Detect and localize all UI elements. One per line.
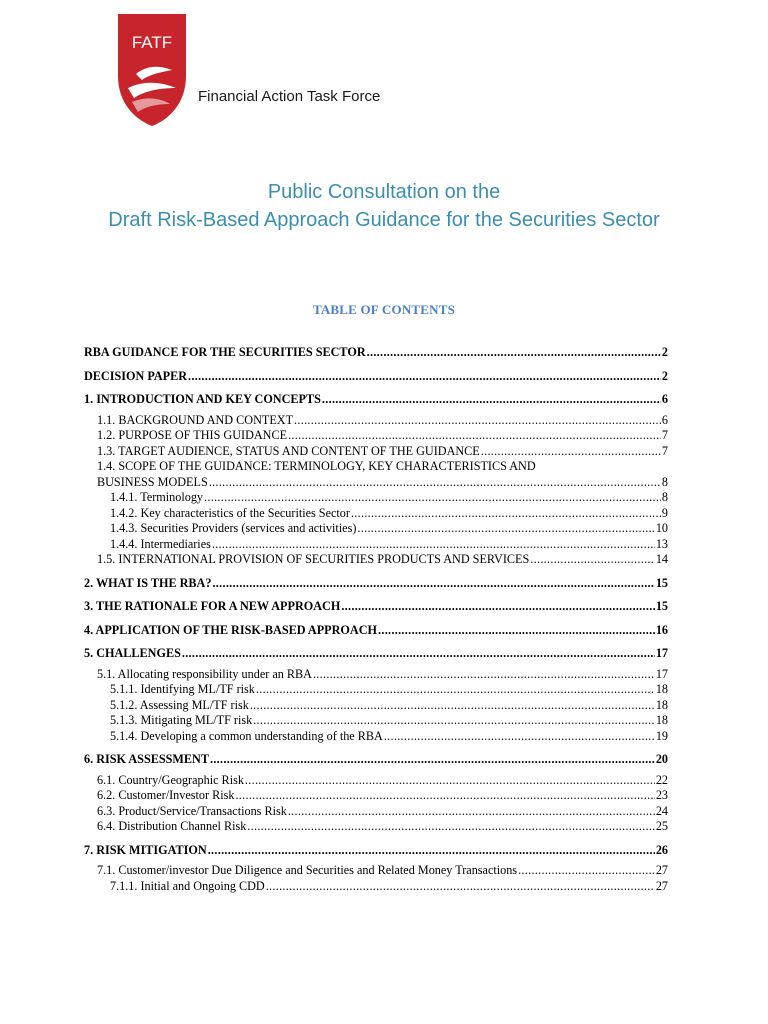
fatf-shield-icon [118, 14, 186, 126]
toc-entry[interactable]: 6.2. Customer/Investor Risk ..... 23 [84, 788, 668, 804]
document-title [0, 178, 768, 234]
title-line-1: Public Consultation on the [267, 181, 501, 203]
toc-entry[interactable]: DECISION PAPER ..... 2 [84, 369, 668, 385]
table-of-contents [84, 345, 668, 894]
toc-entry[interactable]: 7.1.1. Initial and Ongoing CDD ..... 27 [84, 879, 668, 895]
toc-entry[interactable]: 2. WHAT IS THE RBA? ..... 15 [84, 576, 668, 592]
toc-heading: TABLE OF CONTENTS [312, 302, 456, 317]
toc-entry[interactable]: 5. CHALLENGES ..... 17 [84, 646, 668, 662]
toc-entry[interactable]: 7. RISK MITIGATION ..... 26 [84, 843, 668, 859]
logo-text: FATF [131, 33, 173, 52]
toc-entry[interactable]: 6.1. Country/Geographic Risk ..... 22 [84, 773, 668, 789]
toc-entry[interactable]: 7.1. Customer/investor Due Diligence and Securities and Related Money Transactions ..... 27 [84, 863, 668, 879]
toc-entry[interactable]: BUSINESS MODELS ..... 8 [84, 475, 668, 491]
toc-entry[interactable]: 1.5. INTERNATIONAL PROVISION OF SECURITIES PRODUCTS AND SERVICES ..... 14 [84, 552, 668, 568]
toc-entry[interactable]: 3. THE RATIONALE FOR A NEW APPROACH ..... 15 [84, 599, 668, 615]
toc-entry[interactable]: 5.1.3. Mitigating ML/TF risk ..... 18 [84, 713, 668, 729]
toc-entry[interactable]: 1.2. PURPOSE OF THIS GUIDANCE ..... 7 [84, 428, 668, 444]
toc-entry[interactable]: 6.4. Distribution Channel Risk ..... 25 [84, 819, 668, 835]
title-line-2: Draft Risk-Based Approach Guidance for the Securities Sector [108, 209, 660, 231]
toc-entry-line-1[interactable]: 1.4. SCOPE OF THE GUIDANCE: TERMINOLOGY, KEY CHARACTERISTICS AND [97, 459, 536, 473]
toc-entry[interactable]: 1.1. BACKGROUND AND CONTEXT ..... 6 [84, 413, 668, 429]
toc-entry[interactable]: 4. APPLICATION OF THE RISK-BASED APPROACH ..... 16 [84, 623, 668, 639]
fatf-logo [118, 14, 186, 131]
toc-entry[interactable]: 1.3. TARGET AUDIENCE, STATUS AND CONTENT OF THE GUIDANCE ..... 7 [84, 444, 668, 460]
toc-entry[interactable]: 1. INTRODUCTION AND KEY CONCEPTS ..... 6 [84, 392, 668, 408]
toc-entry[interactable]: 6.3. Product/Service/Transactions Risk ..... 24 [84, 804, 668, 820]
toc-entry[interactable]: 6. RISK ASSESSMENT ..... 20 [84, 752, 668, 768]
toc-entry[interactable]: 1.4.4. Intermediaries ..... 13 [84, 537, 668, 553]
toc-entry[interactable]: 5.1.2. Assessing ML/TF risk ..... 18 [84, 698, 668, 714]
toc-entry[interactable]: 1.4.3. Securities Providers (services and activities) ..... 10 [84, 521, 668, 537]
toc-entry[interactable]: 5.1.4. Developing a common understanding of the RBA ..... 19 [84, 729, 668, 745]
org-name: Financial Action Task Force [198, 88, 381, 105]
toc-entry[interactable]: 5.1. Allocating responsibility under an RBA ..... 17 [84, 667, 668, 683]
toc-entry[interactable]: RBA GUIDANCE FOR THE SECURITIES SECTOR ..... 2 [84, 345, 668, 361]
toc-entry[interactable]: 5.1.1. Identifying ML/TF risk ..... 18 [84, 682, 668, 698]
toc-entry[interactable]: 1.4.2. Key characteristics of the Securities Sector ..... 9 [84, 506, 668, 522]
toc-entry[interactable]: 1.4.1. Terminology ..... 8 [84, 490, 668, 506]
